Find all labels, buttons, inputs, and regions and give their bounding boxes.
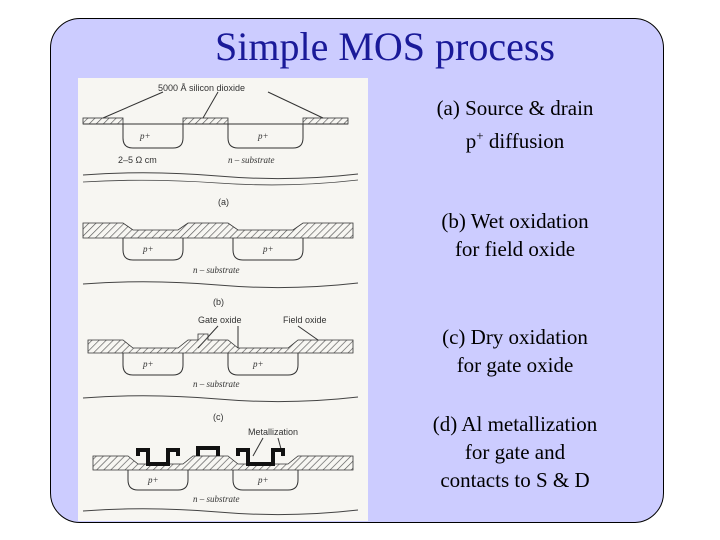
step-d-diagram bbox=[83, 427, 358, 515]
substrate-label: n – substrate bbox=[228, 155, 275, 165]
substrate-label: n – substrate bbox=[193, 494, 240, 504]
p-plus-label: p+ bbox=[258, 131, 269, 141]
caption-b-line1: (b) Wet oxidation bbox=[441, 209, 589, 233]
step-a-diagram bbox=[83, 83, 358, 207]
caption-d-line2: for gate and bbox=[464, 440, 566, 464]
caption-step-c bbox=[405, 323, 625, 379]
step-c-diagram bbox=[83, 315, 358, 422]
process-diagram bbox=[78, 78, 368, 521]
p-plus-label: p+ bbox=[148, 475, 159, 485]
gate-oxide-label: Gate oxide bbox=[198, 315, 242, 325]
p-plus-label: p+ bbox=[258, 475, 269, 485]
caption-step-a bbox=[405, 94, 625, 155]
p-plus-label: p+ bbox=[143, 359, 154, 369]
oxide-label: 5000 Å silicon dioxide bbox=[158, 83, 246, 93]
p-plus-label: p+ bbox=[140, 131, 151, 141]
field-oxide-label: Field oxide bbox=[283, 315, 327, 325]
slide-title: Simple MOS process bbox=[215, 24, 555, 69]
caption-c-line2: for gate oxide bbox=[456, 353, 574, 377]
p-plus-label: p+ bbox=[263, 244, 274, 254]
sub-c-label: (c) bbox=[213, 412, 224, 422]
caption-step-b bbox=[405, 207, 625, 263]
sub-a-label: (a) bbox=[218, 197, 229, 207]
caption-d-line3: contacts to S & D bbox=[440, 468, 590, 492]
sub-b-label: (b) bbox=[213, 297, 224, 307]
caption-c-line1: (c) Dry oxidation bbox=[442, 325, 588, 349]
substrate-label: n – substrate bbox=[193, 265, 240, 275]
p-plus-label: p+ bbox=[253, 359, 264, 369]
step-b-diagram bbox=[83, 223, 358, 307]
p-plus-label: p+ bbox=[143, 244, 154, 254]
caption-a-line1: (a) Source & drain bbox=[436, 96, 594, 120]
metallization-label: Metallization bbox=[248, 427, 299, 437]
caption-d-line1: (d) Al metallization bbox=[432, 412, 598, 436]
caption-step-d bbox=[405, 410, 625, 494]
caption-b-line2: for field oxide bbox=[454, 237, 576, 261]
substrate-label: n – substrate bbox=[193, 379, 240, 389]
resistivity-label: 2–5 Ω cm bbox=[118, 155, 157, 165]
mos-process-figure bbox=[78, 78, 368, 521]
caption-a-line2: p+ diffusion bbox=[465, 128, 565, 153]
